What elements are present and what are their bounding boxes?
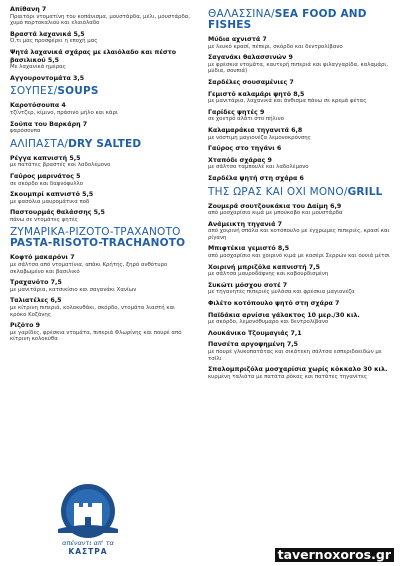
left-column — [10, 6, 193, 347]
menu-item-description: με τηγανητές πιπεριές μυλάσα και φρέσκια μαγιονέζα — [208, 289, 355, 296]
menu-item — [208, 366, 392, 380]
menu-item — [10, 279, 193, 293]
menu-item — [208, 221, 392, 242]
menu-item-description: με πουρέ γλυκοπατάτας και σικάτεκη σάλτσα εσπεριδοειδών με τσίλι — [208, 349, 382, 362]
menu-item-name: Μπιφτέκια γεμιστό 8,5 — [208, 245, 290, 253]
menu-item — [208, 54, 392, 75]
section-title-latin: GRILL — [347, 185, 383, 198]
menu-item — [208, 264, 392, 278]
menu-item — [208, 312, 392, 326]
section-title-latin: PASTA-RISOTO-TRACHANOTO — [10, 237, 186, 250]
section-title-grill — [208, 187, 392, 198]
menu-item — [10, 49, 193, 71]
logo-name: ΚΑΣΤΡΑ — [68, 547, 108, 556]
menu-item-name: Ψητά λαχανικά σχάρας με ελαιόλαδο και πέστο βασιλικού 5,5 — [10, 48, 177, 64]
menu-item-description: Ό,τι μας προσφέρει η εποχή μας — [10, 38, 98, 45]
menu-item-name: Πανσέτα αργοψημένη 7,5 — [208, 341, 299, 349]
menu-item-name: Ταλιατέλες 6,5 — [10, 297, 62, 305]
menu-item-name: Γαύρος μαρινάτος 5 — [10, 172, 81, 180]
menu-item — [10, 31, 193, 45]
menu-item-name: Φιλέτο κοτόπουλο ψητό στη σχάρα 7 — [208, 300, 340, 308]
menu-item-name: Σκουμπρί καπνιστό 5,5 — [10, 191, 94, 199]
menu-item-description: κυρμένη ταλιάτα με πατάτα ρόκας και πατάτες τηγανίτες — [208, 373, 368, 380]
menu-item-description: με σάλτσα ταμπουλέ και λαδολέμονο — [208, 164, 309, 171]
menu-item-description: με λευκό κρασί, πέπερι, σκόρδο και δεντρολίβανο — [208, 43, 343, 50]
menu-item — [10, 6, 193, 27]
menu-item — [10, 121, 193, 135]
menu-item — [208, 36, 392, 50]
section-title-greek: ΑΛΙΠΑΣΤΑ/ — [10, 137, 69, 150]
menu-item-name: Χταπόδι σχάρας 9 — [208, 156, 272, 164]
menu-item-description: Με λαχανικά ημέρας — [10, 64, 66, 71]
menu-item — [10, 173, 193, 187]
menu-item-description: με νόστιμη μαγιονέζα λεμονοκρόνσης — [208, 134, 311, 141]
menu-item — [208, 203, 392, 217]
section-title-pasta — [10, 227, 193, 249]
section-title-dry-salted — [10, 139, 193, 150]
menu-item-name: Γαρίδες ψητές 9 — [208, 108, 265, 116]
menu-item — [208, 341, 392, 362]
section-title-greek: ΤΗΣ ΩΡΑΣ ΚΑΙ ΟΧΙ ΜΟΝΟ/ — [208, 185, 348, 198]
menu-item-description: ψαρόσουπα — [10, 128, 41, 135]
menu-item-name: Παστουρμάς θαλάσσης 5,5 — [10, 209, 105, 217]
section-title-latin: SEA FOOD AND FISHES — [208, 8, 367, 31]
menu-item — [10, 155, 193, 169]
menu-item — [208, 91, 392, 105]
site-watermark: tavernoxoros.gr — [275, 548, 394, 562]
menu-item — [208, 300, 392, 308]
menu-item-name: Βραστά λαχανικά 5,5 — [10, 30, 85, 38]
castle-moon-icon — [38, 477, 138, 539]
seafood-list — [208, 36, 392, 183]
logo-tagline: απέναντι απ' τα — [62, 539, 114, 547]
menu-item-name: Σούπα του Βαρκάρη 7 — [10, 120, 88, 128]
menu-item-description: από μοσχαρίσιο κιμά με μπούκοβο και μουστάρδα — [208, 210, 343, 217]
pasta-list — [10, 254, 193, 343]
menu-item-name: Καροτόσουπα 4 — [10, 102, 66, 110]
menu-item-description: με σκόρδο, λεμονόθυμαρο και δεντρολίβανο — [208, 319, 329, 326]
menu-item-description: σε χοντρό αλάτι στο πήλινο — [208, 116, 284, 123]
menu-item — [208, 79, 392, 87]
menu-item — [208, 330, 392, 338]
menu-item-name: Σαγανάκι θαλασσινών 9 — [208, 54, 293, 62]
right-column — [208, 6, 392, 384]
menu-item-name: Απίθανη 7 — [10, 6, 47, 13]
menu-item-description: με μανιτάρια, κατσικίσιο και σαγανάκι Χανίων — [10, 286, 137, 293]
menu-item — [208, 157, 392, 171]
restaurant-logo — [38, 477, 138, 557]
menu-item-description: από μοσχαρίσιο και χοιρινό κιμά με κασέρι Σερρών και ουνιά μέτσι — [208, 253, 390, 260]
menu-item-description: με σάλτσα από ντοματίνια, απάκι Κρήτης, ξηρό ανθότυρο σκλαβωμένο και βασιλικό — [10, 262, 168, 275]
menu-item-description: σε σκόρδο και δαφνόφυλλο — [10, 180, 84, 187]
menu-item-name: Καλαμαράκια τηγανιτά 6,8 — [208, 126, 303, 134]
section-title-soups — [10, 86, 193, 97]
section-title-latin: SOUPS — [57, 85, 99, 98]
menu-item — [10, 209, 193, 223]
menu-item — [208, 245, 392, 259]
menu-item — [208, 175, 392, 183]
grill-list — [208, 203, 392, 381]
menu-item — [10, 322, 193, 343]
menu-item-name: Κοφτό μακαρόνι 7 — [10, 254, 75, 262]
menu-item-description: με κίτρινη πιπεριά, κολοκυθάκι, σκόρδο, ντομάτα λιαστή και κρόκο Κοζάνης — [10, 305, 175, 318]
menu-item-name: Παϊδάκια αρνίσια γάλακτος 10 μερ./30 κιλ. — [208, 311, 360, 319]
menu-item-description: πάνω σε ντομάτες ψητές — [10, 216, 78, 223]
menu-item-description: τζίντζερ, κίμινο, πράσινο μήλο και κάρι — [10, 109, 118, 116]
menu-item-description: με φασόλια μαυρομάτικα ποδ — [10, 198, 90, 205]
menu-item — [208, 145, 392, 153]
menu-item-name: Συκώτι μόσχου σοτέ 7 — [208, 281, 288, 289]
menu-item-name: Ζουμερά σουτζουκάκια του Δαίμη 6,9 — [208, 202, 342, 210]
menu-item — [10, 297, 193, 318]
menu-item-description: με σάλτσα μαυροδάφνης και καβουρδισμένη — [208, 271, 329, 278]
menu-item-name: Τραχανότο 7,5 — [10, 279, 62, 287]
menu-item-name: Σαρδέλες σουσαμένιες 7 — [208, 78, 294, 86]
menu-item-description: με πατάτες βραστές και λαδολέμονο — [10, 162, 111, 169]
menu-item-description: με φρέσκια ντομάτα, καυτερή πιπεριά και φιλαγγαρίδα, καλαμάρι, μύδια, σουπιά) — [208, 61, 388, 75]
menu-item-name: Χοιρινή μπριζόλα καπνιστή 7,5 — [208, 263, 320, 271]
menu-item — [208, 282, 392, 296]
menu-item-name: Ρέγγα καπνιστή 5,5 — [10, 154, 81, 162]
menu-item-name: Γαύρος στο τηγάνι 6 — [208, 145, 282, 153]
section-title-seafood — [208, 9, 392, 31]
menu-item — [10, 75, 193, 83]
menu-item-name: Ανάμεικτη τηγανιά 7 — [208, 220, 283, 228]
menu-item — [10, 191, 193, 205]
menu-item-description: από χοιρινή σπάλα και κοτόπουλο με έγχρωμες πιπεριές, κρασί και ρίγανη — [208, 228, 390, 241]
section-title-greek: ΘΑΛΑΣΣΙΝΑ/ — [208, 8, 275, 20]
menu-item-name: Ριζότο 9 — [10, 322, 41, 330]
menu-item — [208, 127, 392, 141]
salads-list — [10, 6, 193, 82]
menu-item-name: Σαρδέλα ψητή στη σχάρα 6 — [208, 174, 304, 182]
dry-salted-list — [10, 155, 193, 224]
menu-item-name: Μύδια αχνιστά 7 — [208, 36, 267, 43]
menu-item-name: Σπαλομπριζόλα μοσχαρίσια χωρίς κόκκαλο 30 κιλ. — [208, 366, 388, 374]
menu-item-description: με γαρίδες, φρέσκια ντομάτα, πιπεριά Φλωρίνης και πουρέ από κίτρινη κολοκύθα — [10, 329, 182, 343]
menu-item — [10, 254, 193, 275]
menu-item-description: Πραιτόρι ντοματίνη του κοπάνισμα, μουστάρδα, μέλι, μουστάρδα, χυμό πορτοκαλιού και ελαιόλαδο — [10, 13, 191, 27]
section-title-latin: DRY SALTED — [68, 137, 142, 150]
menu-item — [10, 102, 193, 116]
section-title-greek: ΖΥΜΑΡΙΚΑ-ΡΙΖΟΤΟ-ΤΡΑΧΑΝΟΤΟ — [10, 226, 181, 239]
menu-item — [208, 109, 392, 123]
menu-item-name: Λουκάνικο Τζουμαγιάς 7,1 — [208, 329, 302, 337]
section-title-greek: ΣΟΥΠΕΣ/ — [10, 85, 58, 98]
soups-list — [10, 102, 193, 134]
menu-item-description: με μανιτάρια, λαχανικά και άνθισμα πάνω σε κρεμά φέτας — [208, 98, 367, 105]
menu-item-name: Γεμιστό καλαμάρι ψητό 8,5 — [208, 90, 305, 98]
menu-item-name: Αγγουροντομάτα 3,5 — [10, 74, 85, 82]
